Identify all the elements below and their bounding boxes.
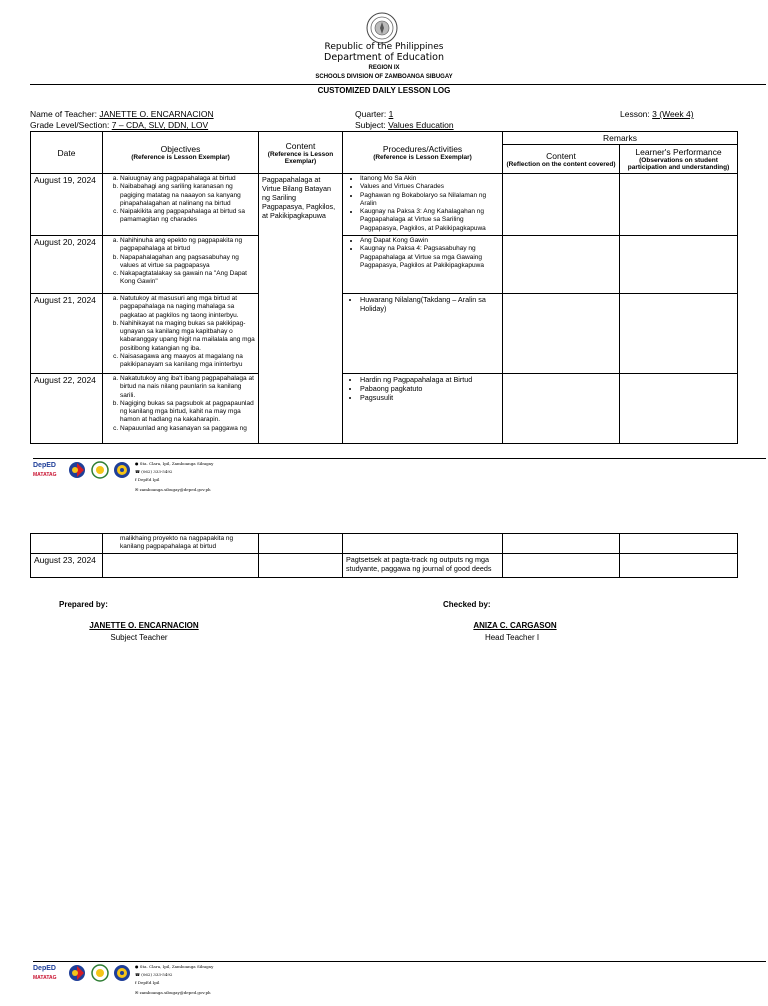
- phone-icon: ☎: [135, 972, 140, 977]
- email-text: ✉ zamboanga.sibugay@deped.gov.ph: [135, 990, 211, 995]
- checked-title: Head Teacher I: [484, 633, 540, 642]
- row-objectives: [103, 553, 259, 577]
- objective-item: b. Nagiging bukas sa pagsubok at pagpapaunlad ng kanilang mga birtud, kahit na may mga hamon at hadlang na kakaharapin.: [120, 400, 255, 425]
- procedure-item: • Itanong Mo Sa Akin: [360, 175, 499, 183]
- phone-text: ☎ (062) 333-5492: [135, 972, 173, 977]
- row-objectives: [103, 236, 259, 294]
- department-text: Department of Education: [324, 52, 444, 63]
- remarks-content-cell: [503, 553, 620, 577]
- bagong-pilipinas-icon: [68, 461, 86, 479]
- phone-icon: ☎: [135, 469, 140, 474]
- page-footer: [33, 963, 233, 1005]
- learner-performance-cell: [620, 236, 738, 294]
- objective-item: a. Natutukoy at masusuri ang mga birtud at pagpapahalaga na naging mahalaga sa pagkatao at pagkilos ng taong ininterbyu.: [120, 295, 255, 320]
- continuation-table: [30, 533, 738, 578]
- prepared-name: JANETTE O. ENCARNACION: [89, 621, 199, 630]
- grade-value: 7 – CDA, SLV, DDN, LOV: [111, 120, 209, 130]
- remarks-content-cell: [503, 534, 620, 554]
- row-procedures: [343, 294, 503, 374]
- facebook-icon: f: [135, 980, 137, 985]
- row-date: August 19, 2024: [31, 174, 103, 236]
- lesson-line: [620, 109, 694, 119]
- republic-text: Republic of the Philippines: [324, 42, 444, 52]
- email-icon: ✉: [135, 990, 139, 995]
- procedure-item: • Pagsusulit: [360, 393, 499, 402]
- lesson-label: Lesson:: [620, 109, 650, 119]
- remarks-content-cell: [503, 374, 620, 444]
- grade-label: Grade Level/Section:: [30, 120, 110, 130]
- bagong-pilipinas-icon: [68, 964, 86, 982]
- footer-divider: [33, 961, 766, 962]
- row-objectives: [103, 294, 259, 374]
- subject-line: [355, 120, 454, 130]
- procedure-item: • Kaugnay na Paksa 4: Pagsasabuhay ng Pagpapahalaga at Virtue sa mga Gawaing Pagpapasya, Pagkilos at Pakikipagkapuwa: [360, 245, 499, 270]
- procedure-item: • Ang Dapat Kong Gawin: [360, 237, 499, 245]
- table-row: [31, 374, 738, 444]
- procedure-item: • Paghawan ng Bokabolaryo sa Nilalaman ng Aralin: [360, 192, 499, 209]
- row-procedures: Pagtsetsek at pagta-track ng outputs ng mga studyante, paggawa ng journal of good deeds: [343, 553, 503, 577]
- region-text: REGION IX: [368, 65, 400, 71]
- division-seal-icon: [91, 461, 109, 479]
- deped-logo: DepED MATATAG: [33, 462, 57, 478]
- division-seal-icon: [91, 964, 109, 982]
- row-date: August 22, 2024: [31, 374, 103, 444]
- remarks-content-cell: [503, 236, 620, 294]
- objective-item: b. Napapahalagahan ang pagsasabuhay ng values at virtue sa pagpapasya: [120, 254, 255, 271]
- table-row: [31, 294, 738, 374]
- division-text: SCHOOLS DIVISION OF ZAMBOANGA SIBUGAY: [315, 74, 453, 80]
- objective-item: b. Naibabahagi ang sariling karanasan ng pagiging matatag na naaayon sa kanyang pinapahalagahan at nalinang na birtud: [120, 183, 255, 208]
- row-date: August 23, 2024: [31, 553, 103, 577]
- row-objectives: [103, 374, 259, 444]
- row-date: August 21, 2024: [31, 294, 103, 374]
- deped-seal-icon: [366, 12, 398, 44]
- subject-value: Values Education: [388, 120, 454, 130]
- objectives-header: Objectives (Reference is Lesson Exemplar): [103, 132, 259, 174]
- row-procedures: [343, 174, 503, 236]
- teacher-label: Name of Teacher:: [30, 109, 97, 119]
- facebook-icon: f: [135, 477, 137, 482]
- document-title: CUSTOMIZED DAILY LESSON LOG: [317, 86, 451, 95]
- footer-divider: [33, 458, 766, 459]
- date-header: Date: [31, 132, 103, 174]
- objective-item: a. Nahihinuha ang epekto ng pagpapakita ng pagpapahalaga at birtud: [120, 237, 255, 254]
- deped-logo: DepED MATATAG: [33, 965, 57, 981]
- school-seal-icon: [113, 461, 131, 479]
- row-procedures: [343, 236, 503, 294]
- objective-item: c. Naisasagawa ang maayos at magalang na pakikipanayam sa kanilang mga ininterbyu: [120, 353, 255, 370]
- content-header: Content (Reference is Lesson Exemplar): [259, 132, 343, 174]
- remarks-header: Remarks: [503, 132, 738, 145]
- procedures-header: Procedures/Activities (Reference is Lesson Exemplar): [343, 132, 503, 174]
- teacher-name: JANETTE O. ENCARNACION: [99, 109, 214, 119]
- content-cell: [259, 553, 343, 577]
- objective-item: a. Nakatutukoy ang iba't ibang pagpapahalaga at birtud na nais nilang paunlarin sa kanilang sarili.: [120, 375, 255, 400]
- location-icon: ●: [135, 964, 139, 969]
- facebook-text: f DepEd Ipil: [135, 477, 160, 482]
- row-objectives: [103, 174, 259, 236]
- procedure-item: • Values and Virtues Charades: [360, 183, 499, 191]
- content-cell: Pagpapahalaga at Virtue Bilang Batayan ng Sariling Pagpapasya, Pagkilos, at Pakikipagkapuwa: [259, 174, 343, 444]
- grade-line: [30, 120, 208, 130]
- phone-text: ☎ (062) 333-5492: [135, 469, 173, 474]
- address-text: ● Sta. Clara, Ipil, Zamboanga Sibugay: [135, 461, 214, 466]
- email-text: ✉ zamboanga.sibugay@deped.gov.ph: [135, 487, 211, 492]
- prepared-title: Subject Teacher: [110, 633, 168, 642]
- quarter-value: 1: [388, 109, 394, 119]
- lesson-log-table: [30, 131, 738, 444]
- checked-name: ANIZA C. CARGASON: [473, 621, 557, 630]
- quarter-line: [355, 109, 393, 119]
- learner-performance-cell: [620, 553, 738, 577]
- checked-label: Checked by:: [443, 600, 491, 609]
- table-row: [31, 174, 738, 236]
- procedure-item: • Kaugnay na Paksa 3: Ang Kahalagahan ng Pagpapahalaga at Virtue sa Sariling Pagpapasya, Pagkilos, at Pakikipagkapuwa: [360, 208, 499, 233]
- table-row: [31, 236, 738, 294]
- table-row: [31, 553, 738, 577]
- content-cell: [259, 534, 343, 554]
- continued-objective: malikhaing proyekto na nagpapakita ng kanilang pagpapahalaga at birtud: [103, 534, 259, 554]
- remarks-content-header: Content (Reflection on the content covered): [503, 145, 620, 174]
- lesson-value: 3 (Week 4): [652, 109, 694, 119]
- learner-performance-cell: [620, 374, 738, 444]
- row-procedures: [343, 534, 503, 554]
- procedure-item: • Pabaong pagkatuto: [360, 384, 499, 393]
- objective-item: c. Naipakikita ang pagpapahalaga at birtud sa pamamagitan ng charades: [120, 208, 255, 225]
- row-date: August 20, 2024: [31, 236, 103, 294]
- address-text: ● Sta. Clara, Ipil, Zamboanga Sibugay: [135, 964, 214, 969]
- remarks-content-cell: [503, 294, 620, 374]
- row-procedures: [343, 374, 503, 444]
- school-seal-icon: [113, 964, 131, 982]
- facebook-text: f DepEd Ipil: [135, 980, 160, 985]
- learner-performance-cell: [620, 174, 738, 236]
- row-date: [31, 534, 103, 554]
- procedure-item: • Huwarang Nilalang(Takdang – Aralin sa Holiday): [360, 295, 499, 313]
- header-divider: [30, 84, 766, 85]
- objective-item: a. Naiuugnay ang pagpapahalaga at birtud: [120, 175, 255, 183]
- teacher-line: [30, 109, 214, 119]
- email-icon: ✉: [135, 487, 139, 492]
- objective-item: b. Nahihikayat na maging bukas sa pakikipag-ugnayan sa kanilang mga kapitbahay o kabaranggay upang higit na mailalala ang mga positibong katangian ng iba.: [120, 320, 255, 353]
- learner-performance-cell: [620, 534, 738, 554]
- objective-item: c. Napauunlad ang kasanayan sa paggawa ng: [120, 425, 255, 433]
- prepared-label: Prepared by:: [59, 600, 108, 609]
- learner-performance-cell: [620, 294, 738, 374]
- remarks-content-cell: [503, 174, 620, 236]
- learner-performance-header: Learner's Performance (Observations on student participation and understanding): [620, 145, 738, 174]
- objective-item: c. Nakapagtatalakay sa gawain na "Ang Dapat Kong Gawin": [120, 270, 255, 287]
- procedure-item: • Hardin ng Pagpapahalaga at Birtud: [360, 375, 499, 384]
- quarter-label: Quarter:: [355, 109, 387, 119]
- subject-label: Subject:: [355, 120, 386, 130]
- page-footer: [33, 460, 233, 502]
- location-icon: ●: [135, 461, 139, 466]
- table-row: [31, 534, 738, 554]
